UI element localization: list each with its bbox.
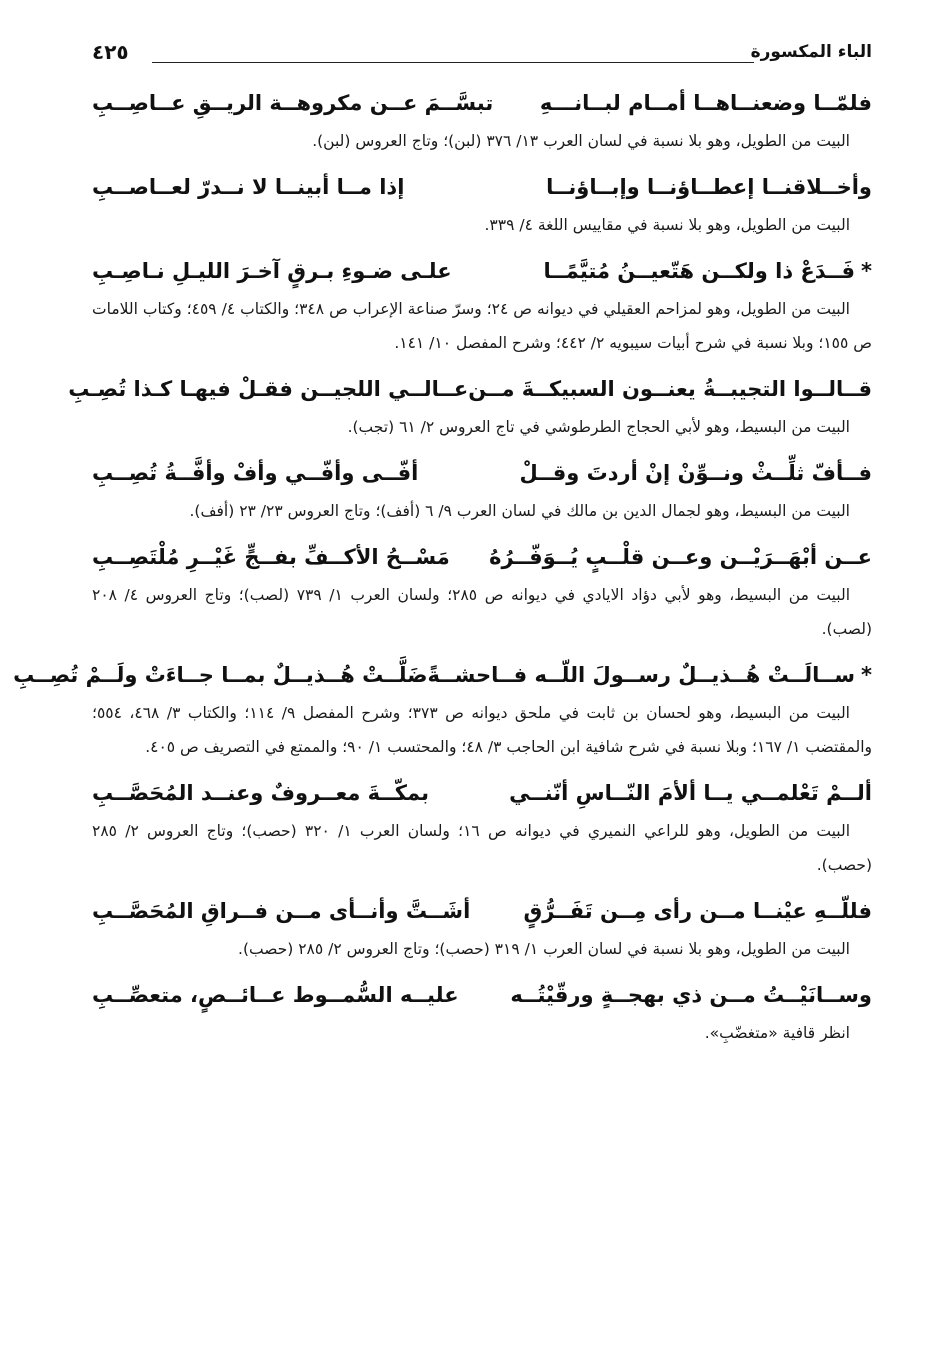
book-page [13, 40, 872, 1050]
verse-entry [68, 368, 872, 444]
verse-entry [13, 654, 872, 764]
first-hemistich-text: فَــدَعْ ذا ولكــن هَتّعيــنُ مُتيَّمًــا [543, 259, 856, 283]
verse-line [92, 974, 872, 1016]
verse-source-note: البيت من الطويل، وهو بلا نسبة في مقاييس اللغة ٤/ ٣٣٩. [484, 216, 850, 234]
second-hemistich: علـى ضـوءِ بـرقٍ آخـرَ الليـلِ نـاصِـبِ [92, 259, 452, 283]
first-hemistich [468, 368, 872, 410]
header-rule [152, 62, 754, 63]
verse-source-note: البيت من الطويل، وهو بلا نسبة في لسان العرب ١٣/ ٣٧٦ (لبن)؛ وتاج العروس (لبن). [312, 132, 850, 150]
verse-line [92, 536, 872, 578]
second-hemistich: ضَلَّــتْ هُــذيــلٌ بمــا جــاءَتْ ولَــمْ تُصِــبِ [13, 663, 428, 687]
verse-line [13, 654, 872, 696]
second-hemistich: مَسْــحُ الأكــفِّ بفــجٍّ غَيْــرِ مُلْتَصِــبِ [92, 545, 450, 569]
first-hemistich-text: فللّــهِ عيْنــا مــن رأى مِــن تَفَــرُّقٍ [523, 899, 872, 923]
verse-source-note: البيت من الطويل، وهو بلا نسبة في لسان العرب ١/ ٣١٩ (حصب)؛ وتاج العروس ٢/ ٢٨٥ (حصب). [238, 940, 850, 958]
first-hemistich [519, 452, 872, 494]
second-hemistich: عليــه السُّمــوط عــائــصٍ، متعصِّــبِ [92, 983, 459, 1007]
verse-line [92, 166, 872, 208]
first-hemistich-text: فلمّــا وضعنــاهــا أمــام لبــانـــهِ [539, 91, 872, 115]
page-header [92, 40, 872, 74]
first-hemistich [509, 772, 872, 814]
first-hemistich-text: فــأفّ ثلِّــثْ ونــوِّنْ إنْ أردتَ وقــلْ [519, 461, 872, 485]
first-hemistich [523, 890, 872, 932]
first-hemistich-text: ســالَــتْ هُــذيــلٌ رســولَ اللّــه فــاحشــةً [427, 663, 856, 687]
star-marker: * [861, 259, 872, 283]
verse-source-note: البيت من الطويل، وهو لمزاحم العقيلي في ديوانه ص ٢٤؛ وسرّ صناعة الإعراب ص ٣٤٨؛ والكتاب ٤/ ٤٥٩؛ وكتاب اللامات ص ١٥٥؛ وبلا نسبة في شرح أبيات سيبويه ٢/ ٤٤٢؛ وشرح المفصل ١٠/ ١٤١. [92, 300, 872, 352]
verse-line [92, 890, 872, 932]
verse-entries [13, 82, 872, 1050]
verse-source-note: البيت من البسيط، وهو لأبي دؤاد الايادي في ديوانه ص ٢٨٥؛ ولسان العرب ١/ ٧٣٩ (لصب)؛ وتاج العروس ٤/ ٢٠٨ (لصب). [92, 586, 872, 638]
first-hemistich-text: وســانَيْــتُ مــن ذي بهجــةٍ ورقّيْتُــه [510, 983, 872, 1007]
second-hemistich: تبسَّــمَ عــن مكروهــة الريــقِ عــاصِــبِ [92, 91, 494, 115]
second-hemistich: إذا مــا أبينــا لا نــدرّ لعــاصــبِ [92, 175, 405, 199]
second-hemistich: أفّــى وأفّــي وأفْ وأفَّــةُ تُصِــبِ [92, 461, 419, 485]
verse-entry [92, 82, 872, 158]
verse-entry [92, 772, 872, 882]
verse-line [92, 452, 872, 494]
verse-source-note: انظر قافية «متغضّبِ». [704, 1024, 850, 1042]
verse-source-note: البيت من البسيط، وهو لحسان بن ثابت في ملحق ديوانه ص ٣٧٣؛ وشرح المفصل ٩/ ١١٤؛ والكتاب ٣/ ٤٦٨، ٥٥٤؛ والمقتضب ١/ ١٦٧؛ وبلا نسبة في شرح شافية ابن الحاجب ٣/ ٤٨؛ والمحتسب ١/ ٩٠؛ والممتع في التصريف ص ٤٠٥. [92, 704, 872, 756]
verse-source-note: البيت من البسيط، وهو لأبي الحجاج الطرطوشي في تاج العروس ٢/ ٦١ (تجب). [347, 418, 850, 436]
verse-entry [92, 974, 872, 1050]
first-hemistich [510, 974, 872, 1016]
first-hemistich [544, 250, 872, 292]
first-hemistich [428, 654, 872, 696]
star-marker: * [861, 663, 872, 687]
first-hemistich [489, 536, 872, 578]
second-hemistich: بمكّــةَ معــروفٌ وعنــد المُحَصَّــبِ [92, 781, 429, 805]
verse-entry [92, 250, 872, 360]
verse-line [92, 772, 872, 814]
verse-source-note: البيت من البسيط، وهو لجمال الدين بن مالك في لسان العرب ٩/ ٦ (أفف)؛ وتاج العروس ٢٣/ ٢٣ (أفف). [189, 502, 850, 520]
page-number: ٤٢٥ [92, 40, 129, 64]
first-hemistich-text: وأخــلاقنــا إعطــاؤنــا وإبــاؤنــا [546, 175, 872, 199]
second-hemistich: عــالــي اللجيــن فقـلْ فيهـا كـذا تُصِـبِ [68, 377, 469, 401]
first-hemistich-text: ألــمْ تَعْلمــي يــا ألأمَ النّــاسِ أنّنــي [509, 781, 872, 805]
verse-line [92, 250, 872, 292]
first-hemistich [546, 166, 872, 208]
second-hemistich: أشَــتَّ وأنــأى مــن فــراقِ المُحَصَّــبِ [92, 899, 471, 923]
verse-line [68, 368, 872, 410]
chapter-title: الباء المكسورة [750, 42, 872, 62]
verse-entry [92, 536, 872, 646]
first-hemistich-text: عــن أبْهَــرَيْــن وعــن قلْــبٍ يُــوَفّــرُهُ [489, 545, 872, 569]
verse-entry [92, 890, 872, 966]
verse-source-note: البيت من الطويل، وهو للراعي النميري في ديوانه ص ١٦؛ ولسان العرب ١/ ٣٢٠ (حصب)؛ وتاج العروس ٢/ ٢٨٥ (حصب). [92, 822, 872, 874]
verse-entry [92, 452, 872, 528]
first-hemistich-text: قــالــوا التجيبــةُ يعنــون السبيكــةَ مــن [468, 377, 872, 401]
verse-entry [92, 166, 872, 242]
verse-line [92, 82, 872, 124]
first-hemistich [540, 82, 872, 124]
